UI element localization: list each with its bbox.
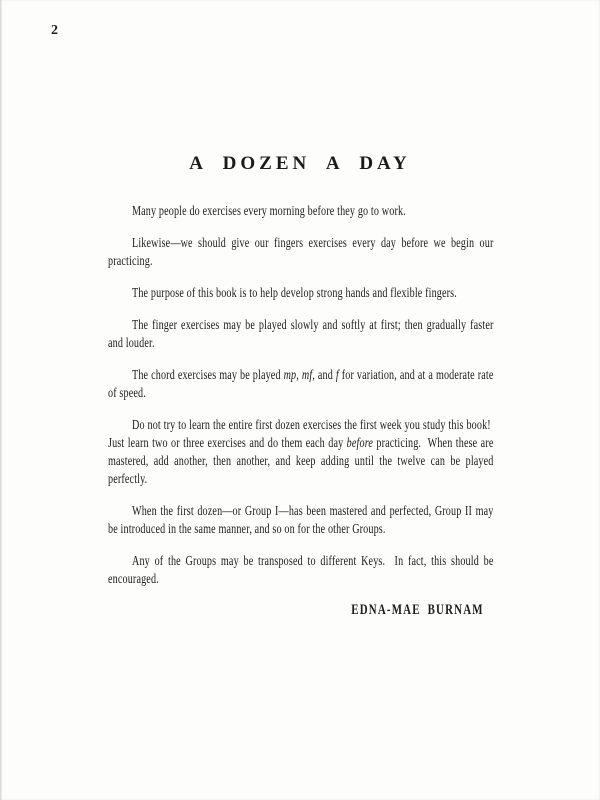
preface-paragraph: Do not try to learn the entire first dozen exercises the first week you study this book! Just learn two or three exercises and do them each day before practicing. When these are mastered, add another, then another, and keep adding until the twelve can be played perfectly. [108,417,494,486]
preface-paragraph: The chord exercises may be played mp, mf, and f for variation, and at a moderate rate of speed. [108,367,494,400]
preface-paragraph: Many people do exercises every morning before they go to work. [132,203,406,218]
preface-paragraph: The purpose of this book is to help develop strong hands and flexible fingers. [132,285,457,300]
author-signature: EDNA-MAE BURNAM [351,602,484,618]
preface-paragraph: Likewise—we should give our fingers exercises every day before we begin our practicing. [108,235,494,268]
preface-paragraph: Any of the Groups may be transposed to different Keys. In fact, this should be encouraged. [108,553,494,586]
preface-text [108,202,494,619]
page-number: 2 [51,23,59,38]
book-title: A DOZEN A DAY [189,153,411,174]
preface-paragraph: The finger exercises may be played slowly and softly at first; then gradually faster and louder. [108,317,494,350]
preface-paragraph: When the first dozen—or Group I—has been mastered and perfected, Group II may be introduced in the same manner, and so on for the other Groups. [108,503,494,536]
